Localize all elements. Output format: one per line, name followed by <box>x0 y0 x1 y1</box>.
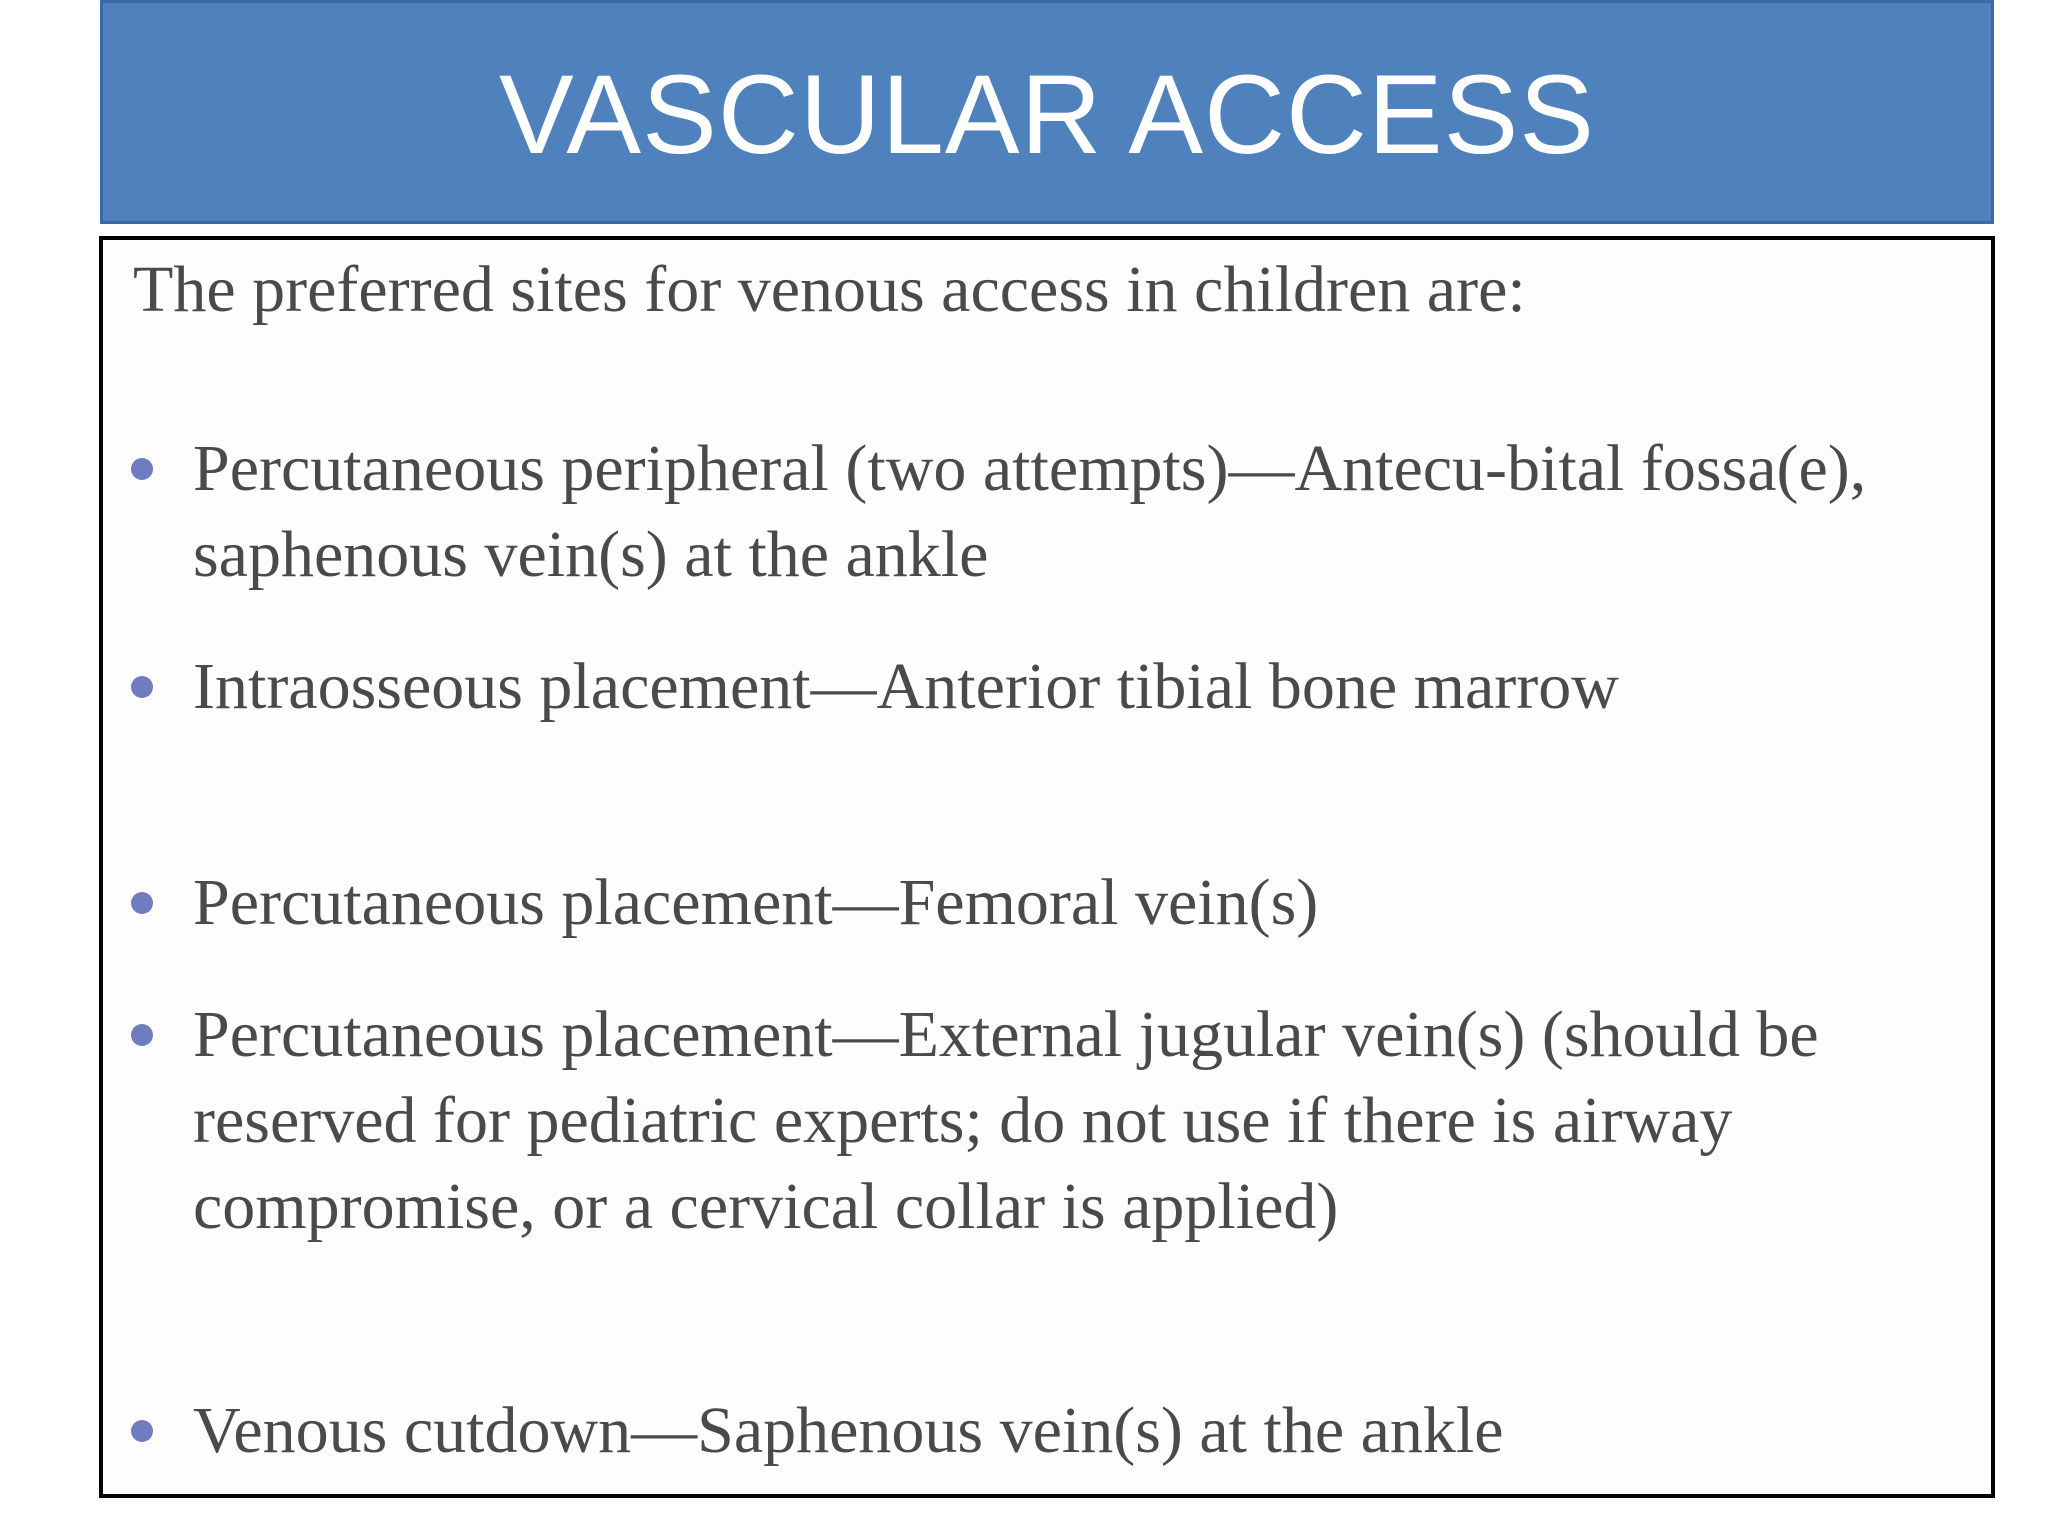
list-item <box>193 992 1983 1250</box>
bullet-icon <box>131 676 153 698</box>
list-item <box>193 426 1983 598</box>
list-item-text: Percutaneous peripheral (two attempts)—Antecu-bital fossa(e), saphenous vein(s) at the ankle <box>193 432 1867 591</box>
content-box <box>99 236 1995 1498</box>
list-item-text: Intraosseous placement—Anterior tibial bone marrow <box>193 650 1619 723</box>
bullet-icon <box>131 1024 153 1046</box>
title-bar <box>100 0 1994 224</box>
list-item-text: Percutaneous placement—External jugular vein(s) (should be reserved for pediatric experts; do not use if there is airway compromise, or a cervical collar is applied) <box>193 998 1819 1243</box>
list-item-text: Venous cutdown—Saphenous vein(s) at the ankle <box>193 1394 1504 1467</box>
list-item-text: Percutaneous placement—Femoral vein(s) <box>193 866 1319 939</box>
bullet-icon <box>131 458 153 480</box>
slide-title: VASCULAR ACCESS <box>499 52 1595 177</box>
list-item <box>193 644 1983 730</box>
bullet-icon <box>131 892 153 914</box>
bullet-icon <box>131 1420 153 1442</box>
intro-text: The preferred sites for venous access in children are: <box>133 253 1526 326</box>
list-item <box>193 1388 1983 1474</box>
list-item <box>193 860 1983 946</box>
